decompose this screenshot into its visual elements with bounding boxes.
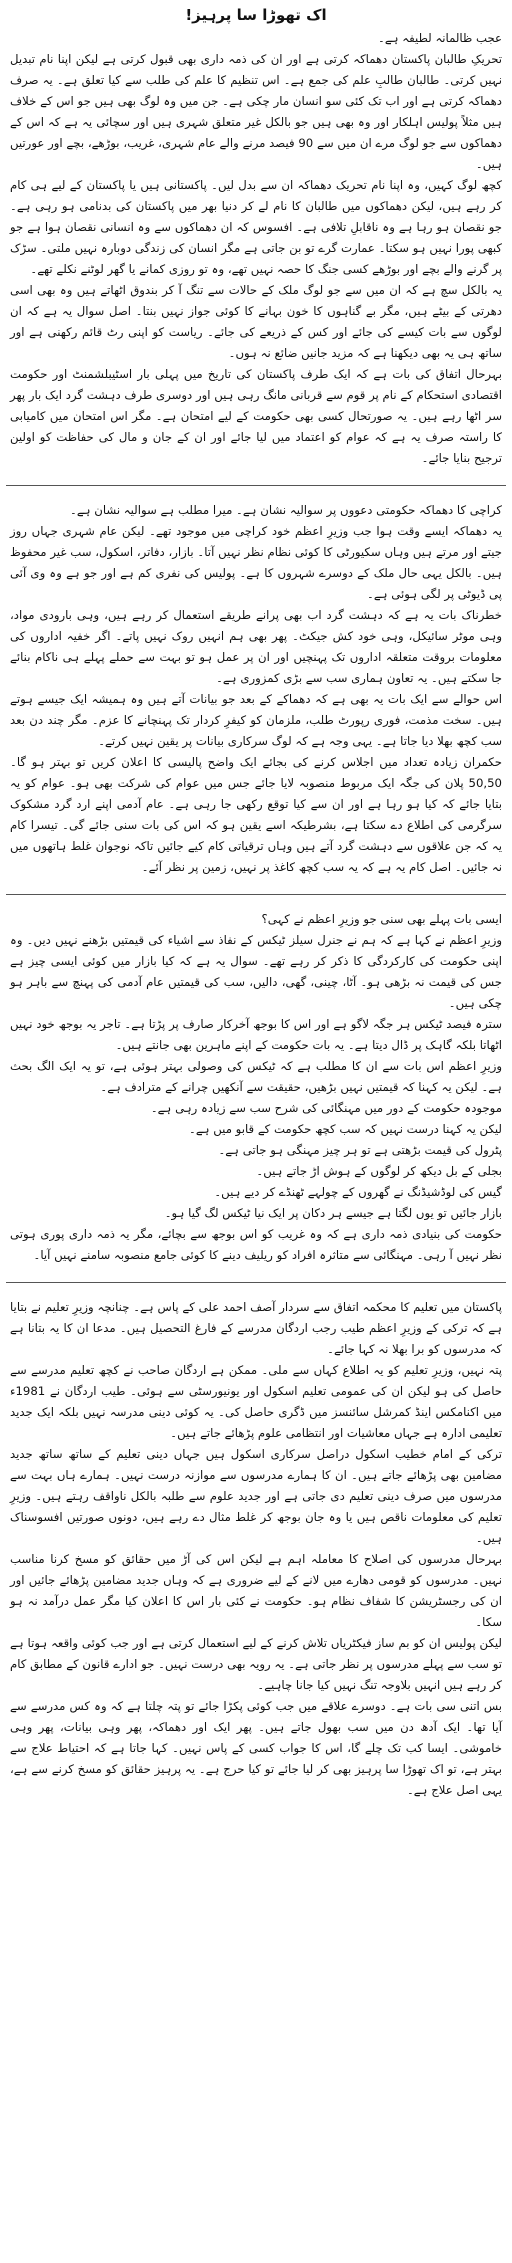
paragraph: سترہ فیصد ٹیکس ہر جگہ لاگو ہے اور اس کا بوجھ آخرکار صارف پر پڑتا ہے۔ تاجر یہ بوجھ خود نہیں اٹھاتا بلکہ گاہک پر ڈال دیتا ہے۔ یہ بات حکومت کے اپنے ماہرین بھی جانتے ہیں۔ (10, 1017, 502, 1052)
paragraph: وزیرِ اعظم نے کہا ہے کہ ہم نے جنرل سیلز ٹیکس کے نفاذ سے اشیاء کی قیمتیں بڑھنے نہیں دیں۔ وہ اپنی حکومت کی کارکردگی کا ذکر کر رہے تھے۔ سوال یہ ہے کہ کیا بازار میں کوئی ایسی چیز ہے جس کی قیمت نہ بڑھی ہو۔ آٹا، چینی، گھی، دالیں، سب کی قیمتیں عام آدمی کی پہنچ سے باہر ہو چکی ہیں۔ (10, 933, 502, 1010)
paragraph: پتہ نہیں، وزیرِ تعلیم کو یہ اطلاع کہاں سے ملی۔ ممکن ہے اردگان صاحب نے کچھ تعلیم مدرسے سے حاصل کی ہو لیکن ان کی عمومی تعلیم اسکول اور یونیورسٹی سے ہوئی۔ طیب اردگان نے 1981ء میں اکنامکس اینڈ کمرشل سائنسز میں ڈگری حاصل کی۔ یہ کوئی دینی مدرسہ نہیں بلکہ ایک جدید تعلیمی ادارہ ہے جہاں معاشیات اور انتظامی علوم پڑھائے جاتے ہیں۔ (10, 1363, 502, 1440)
paragraph: یہ بالکل سچ ہے کہ ان میں سے جو لوگ ملک کے حالات سے تنگ آ کر بندوق اٹھاتے ہیں وہ بھی اسی دھرتی کے بیٹے ہیں، مگر بے گناہوں کا خون بہانے کا کوئی جواز نہیں بنتا۔ اصل سوال یہ ہے کہ ان لوگوں سے بات کیسے کی جائے اور کس کے ذریعے کی جائے۔ ریاست کو اپنی رٹ قائم رکھنی ہے اور ساتھ ہی یہ بھی دیکھنا ہے کہ مزید جانیں ضائع نہ ہوں۔ (10, 283, 502, 360)
paragraph: حکومت کی بنیادی ذمہ داری ہے کہ وہ غریب کو اس بوجھ سے بچائے، مگر یہ ذمہ داری پوری ہوتی نظر نہیں آ رہی۔ مہنگائی سے متاثرہ افراد کو ریلیف دینے کا کوئی جامع منصوبہ سامنے نہیں آیا۔ (10, 1227, 502, 1262)
paragraph: گیس کی لوڈشیڈنگ نے گھروں کے چولہے ٹھنڈے کر دیے ہیں۔ (214, 1185, 502, 1199)
paragraph: ترکی کے امام خطیب اسکول دراصل سرکاری اسکول ہیں جہاں دینی تعلیم کے ساتھ ساتھ جدید مضامین بھی پڑھائے جاتے ہیں۔ ان کا ہمارے مدرسوں سے موازنہ درست نہیں۔ ہمارے ہاں بہت سے مدرسوں میں صرف دینی تعلیم دی جاتی ہے اور جدید علوم سے طلبہ بالکل ناواقف رہتے ہیں۔ وزیرِ تعلیم کی معلومات ناقص ہیں یا وہ جان بوجھ کر غلط مثال دے رہے ہیں، دونوں صورتیں افسوسناک ہیں۔ (10, 1447, 502, 1545)
paragraph: یہ دھماکہ ایسے وقت ہوا جب وزیرِ اعظم خود کراچی میں موجود تھے۔ لیکن عام شہری جہاں روز جیتے اور مرتے ہیں وہاں سکیورٹی کا کوئی نظام نظر نہیں آتا۔ بازار، دفاتر، اسکول، سب غیر محفوظ ہیں۔ بالکل یہی حال ملک کے دوسرے شہروں کا ہے۔ پولیس کی نفری کم ہے اور جو ہے وہ وی آئی پی ڈیوٹی پر لگی ہوئی ہے۔ (10, 524, 502, 601)
paragraph: بازار جائیں تو یوں لگتا ہے جیسے ہر دکان پر ایک نیا ٹیکس لگ گیا ہو۔ (164, 1206, 502, 1220)
paragraph: بس اتنی سی بات ہے۔ دوسرے علاقے میں جب کوئی پکڑا جائے تو پتہ چلتا ہے کہ وہ کس مدرسے سے آیا تھا۔ ایک آدھ دن میں سب بھول جاتے ہیں۔ پھر ایک اور دھماکہ، پھر وہی بیانات، پھر وہی خاموشی۔ ایسا کب تک چلے گا، اس کا جواب کسی کے پاس نہیں۔ کہا جاتا ہے کہ احتیاط علاج سے بہتر ہے، تو اک تھوڑا سا پرہیز بھی کر لیا جائے تو کیا حرج ہے۔ یہ پرہیز حقائق کو مسخ کرنے سے ہے، یہی اصل علاج ہے۔ (10, 1699, 502, 1797)
section-divider (6, 485, 506, 486)
paragraph: پاکستان میں تعلیم کا محکمہ اتفاق سے سردار آصف احمد علی کے پاس ہے۔ چنانچہ وزیرِ تعلیم نے بتایا ہے کہ ترکی کے وزیرِ اعظم طیب رجب اردگان مدرسے کے فارغ التحصیل ہیں۔ مدعا ان کا یہ بتانا ہے کہ مدرسوں کو برا بھلا نہ کہا جائے۔ (10, 1300, 502, 1356)
article-section-3 (0, 909, 512, 1266)
article-section-1 (0, 28, 512, 469)
paragraph: پٹرول کی قیمت بڑھتی ہے تو ہر چیز مہنگی ہو جاتی ہے۔ (218, 1143, 502, 1157)
article-section-4 (0, 1297, 512, 1801)
paragraph: بہرحال اتفاق کی بات ہے کہ ایک طرف پاکستان کی تاریخ میں پہلی بار اسٹیبلشمنٹ اور حکومت اقتصادی استحکام کے نام پر قوم سے قربانی مانگ رہی ہیں اور دوسری طرف دہشت گرد ایک بار پھر سر اٹھا رہے ہیں۔ یہ صورتحال کسی بھی حکومت کے لیے امتحان ہے۔ مگر اس امتحان میں کامیابی کا راستہ صرف یہ ہے کہ عوام کو اعتماد میں لیا جائے اور ان کے جان و مال کی حفاظت کو اولین ترجیح بنایا جائے۔ (10, 367, 502, 465)
section-divider (6, 894, 506, 895)
paragraph: عجب ظالمانہ لطیفہ ہے۔ (378, 31, 502, 45)
article-section-2 (0, 500, 512, 878)
paragraph: ایسی بات پہلے بھی سنی جو وزیرِ اعظم نے کہی؟ (261, 912, 502, 926)
paragraph: خطرناک بات یہ ہے کہ دہشت گرد اب بھی پرانے طریقے استعمال کر رہے ہیں، وہی بارودی مواد، وہی موٹر سائیکل، وہی خود کش جیکٹ۔ پھر بھی ہم انہیں روک نہیں پاتے۔ اگر خفیہ اداروں کی معلومات بروقت متعلقہ اداروں تک پہنچیں اور ان پر عمل ہو تو بہت سے حملے پہلے ہی ناکام بنائے جا سکتے ہیں۔ یہ تعاون ہماری سب سے بڑی کمزوری ہے۔ (10, 608, 502, 685)
section-divider (6, 1282, 506, 1283)
paragraph: بجلی کے بل دیکھ کر لوگوں کے ہوش اڑ جاتے ہیں۔ (256, 1164, 502, 1178)
paragraph: لیکن یہ کہنا درست نہیں کہ سب کچھ حکومت کے قابو میں ہے۔ (189, 1122, 502, 1136)
paragraph: تحریکِ طالبان پاکستان دھماکہ کرتی ہے اور ان کی ذمہ داری بھی قبول کرتی ہے لیکن اپنا نام تبدیل نہیں کرتی۔ طالبان طالبِ علم کی جمع ہے۔ اس تنظیم کا علم کی طلب سے کیا تعلق ہے۔ یہ صرف دھماکہ کرتی ہے اور اب تک کئی سو انسان مار چکی ہے۔ جن میں وہ لوگ بھی ہیں جو اس کے خلاف ہیں مثلاً پولیس اہلکار اور وہ بھی ہیں جو بالکل غیر متعلق شہری ہیں اور سچائی یہ ہے کہ اس کے دھماکوں سے جو لوگ مرے ان میں سے 90 فیصد مرنے والے عام شہری، غریب، بوڑھے، بچے اور عورتیں ہیں۔ (10, 52, 502, 171)
paragraph: حکمران زیادہ تعداد میں اجلاس کرنے کی بجائے ایک واضح پالیسی کا اعلان کریں تو بہتر ہو گا۔ 50,50 پلان کی جگہ ایک مربوط منصوبہ لایا جائے جس میں عوام کی شرکت بھی ہو۔ عوام کو یہ بتایا جائے کہ کیا ہو رہا ہے اور ان سے کیا توقع رکھی جا رہی ہے۔ عام آدمی اپنے ارد گرد مشکوک سرگرمی کی اطلاع دے سکتا ہے، بشرطیکہ اسے یقین ہو کہ اس کی بات سنی جائے گی۔ تیسرا کام یہ کہ جن علاقوں سے دہشت گرد آتے ہیں وہاں ترقیاتی کام کیے جائیں تاکہ نوجوان غلط ہاتھوں میں نہ جائیں۔ اصل کام یہ ہے کہ یہ سب کچھ کاغذ پر نہیں، زمین پر نظر آئے۔ (10, 755, 502, 874)
paragraph: اس حوالے سے ایک بات یہ بھی ہے کہ دھماکے کے بعد جو بیانات آتے ہیں وہ ہمیشہ ایک جیسے ہوتے ہیں۔ سخت مذمت، فوری رپورٹ طلب، ملزمان کو کیفرِ کردار تک پہنچانے کا عزم۔ مگر چند دن بعد سب کچھ بھلا دیا جاتا ہے۔ یہی وجہ ہے کہ لوگ سرکاری بیانات پر یقین نہیں کرتے۔ (10, 692, 502, 748)
paragraph: موجودہ حکومت کے دور میں مہنگائی کی شرح سب سے زیادہ رہی ہے۔ (150, 1101, 502, 1115)
paragraph: کراچی کا دھماکہ حکومتی دعووں پر سوالیہ نشان ہے۔ میرا مطلب ہے سوالیہ نشان ہے۔ (70, 503, 502, 517)
article-title: اک تھوڑا سا پرہیز! (185, 6, 327, 24)
paragraph: بہرحال مدرسوں کی اصلاح کا معاملہ اہم ہے لیکن اس کی آڑ میں حقائق کو مسخ کرنا مناسب نہیں۔ مدرسوں کو قومی دھارے میں لانے کے لیے ضروری ہے کہ وہاں جدید مضامین پڑھائے جائیں اور ان کی رجسٹریشن کا شفاف نظام ہو۔ حکومت نے کئی بار اس کا اعلان کیا مگر عمل درآمد نہ ہو سکا۔ (10, 1552, 502, 1629)
paragraph: وزیرِ اعظم اس بات سے ان کا مطلب ہے کہ ٹیکس کی وصولی بہتر ہوئی ہے، تو یہ ایک الگ بحث ہے۔ لیکن یہ کہنا کہ قیمتیں نہیں بڑھیں، حقیقت سے آنکھیں چرانے کے مترادف ہے۔ (10, 1059, 502, 1094)
paragraph: لیکن پولیس ان کو بم ساز فیکٹریاں تلاش کرنے کے لیے استعمال کرتی ہے اور جب کوئی واقعہ ہوتا ہے تو سب سے پہلے مدرسوں پر نظر جاتی ہے۔ یہ رویہ بھی درست نہیں۔ جو ادارے قانون کے مطابق کام کر رہے ہیں انہیں بلاوجہ تنگ نہیں کیا جانا چاہیے۔ (10, 1636, 502, 1692)
paragraph: کچھ لوگ کہیں، وہ اپنا نام تحریک دھماکہ ان سے بدل لیں۔ پاکستانی ہیں یا پاکستان کے لیے ہی کام کر رہے ہیں، لیکن دھماکوں میں طالبان کا نام لے کر دنیا بھر میں پاکستان کی بدنامی ہو رہی ہے۔ جو نقصان ہو رہا ہے وہ ناقابلِ تلافی ہے۔ افسوس کہ ان دھماکوں سے وہ انسانی نقصان ہوا ہے جو کبھی پورا نہیں ہو سکتا۔ عمارت گرے تو بن جاتی ہے مگر انسان کی زندگی دوبارہ نہیں ملتی۔ سڑک پر گرنے والے بچے اور بوڑھے کسی جنگ کا حصہ نہیں تھے، وہ تو روزی کمانے یا گھر لوٹنے نکلے تھے۔ (10, 178, 502, 276)
